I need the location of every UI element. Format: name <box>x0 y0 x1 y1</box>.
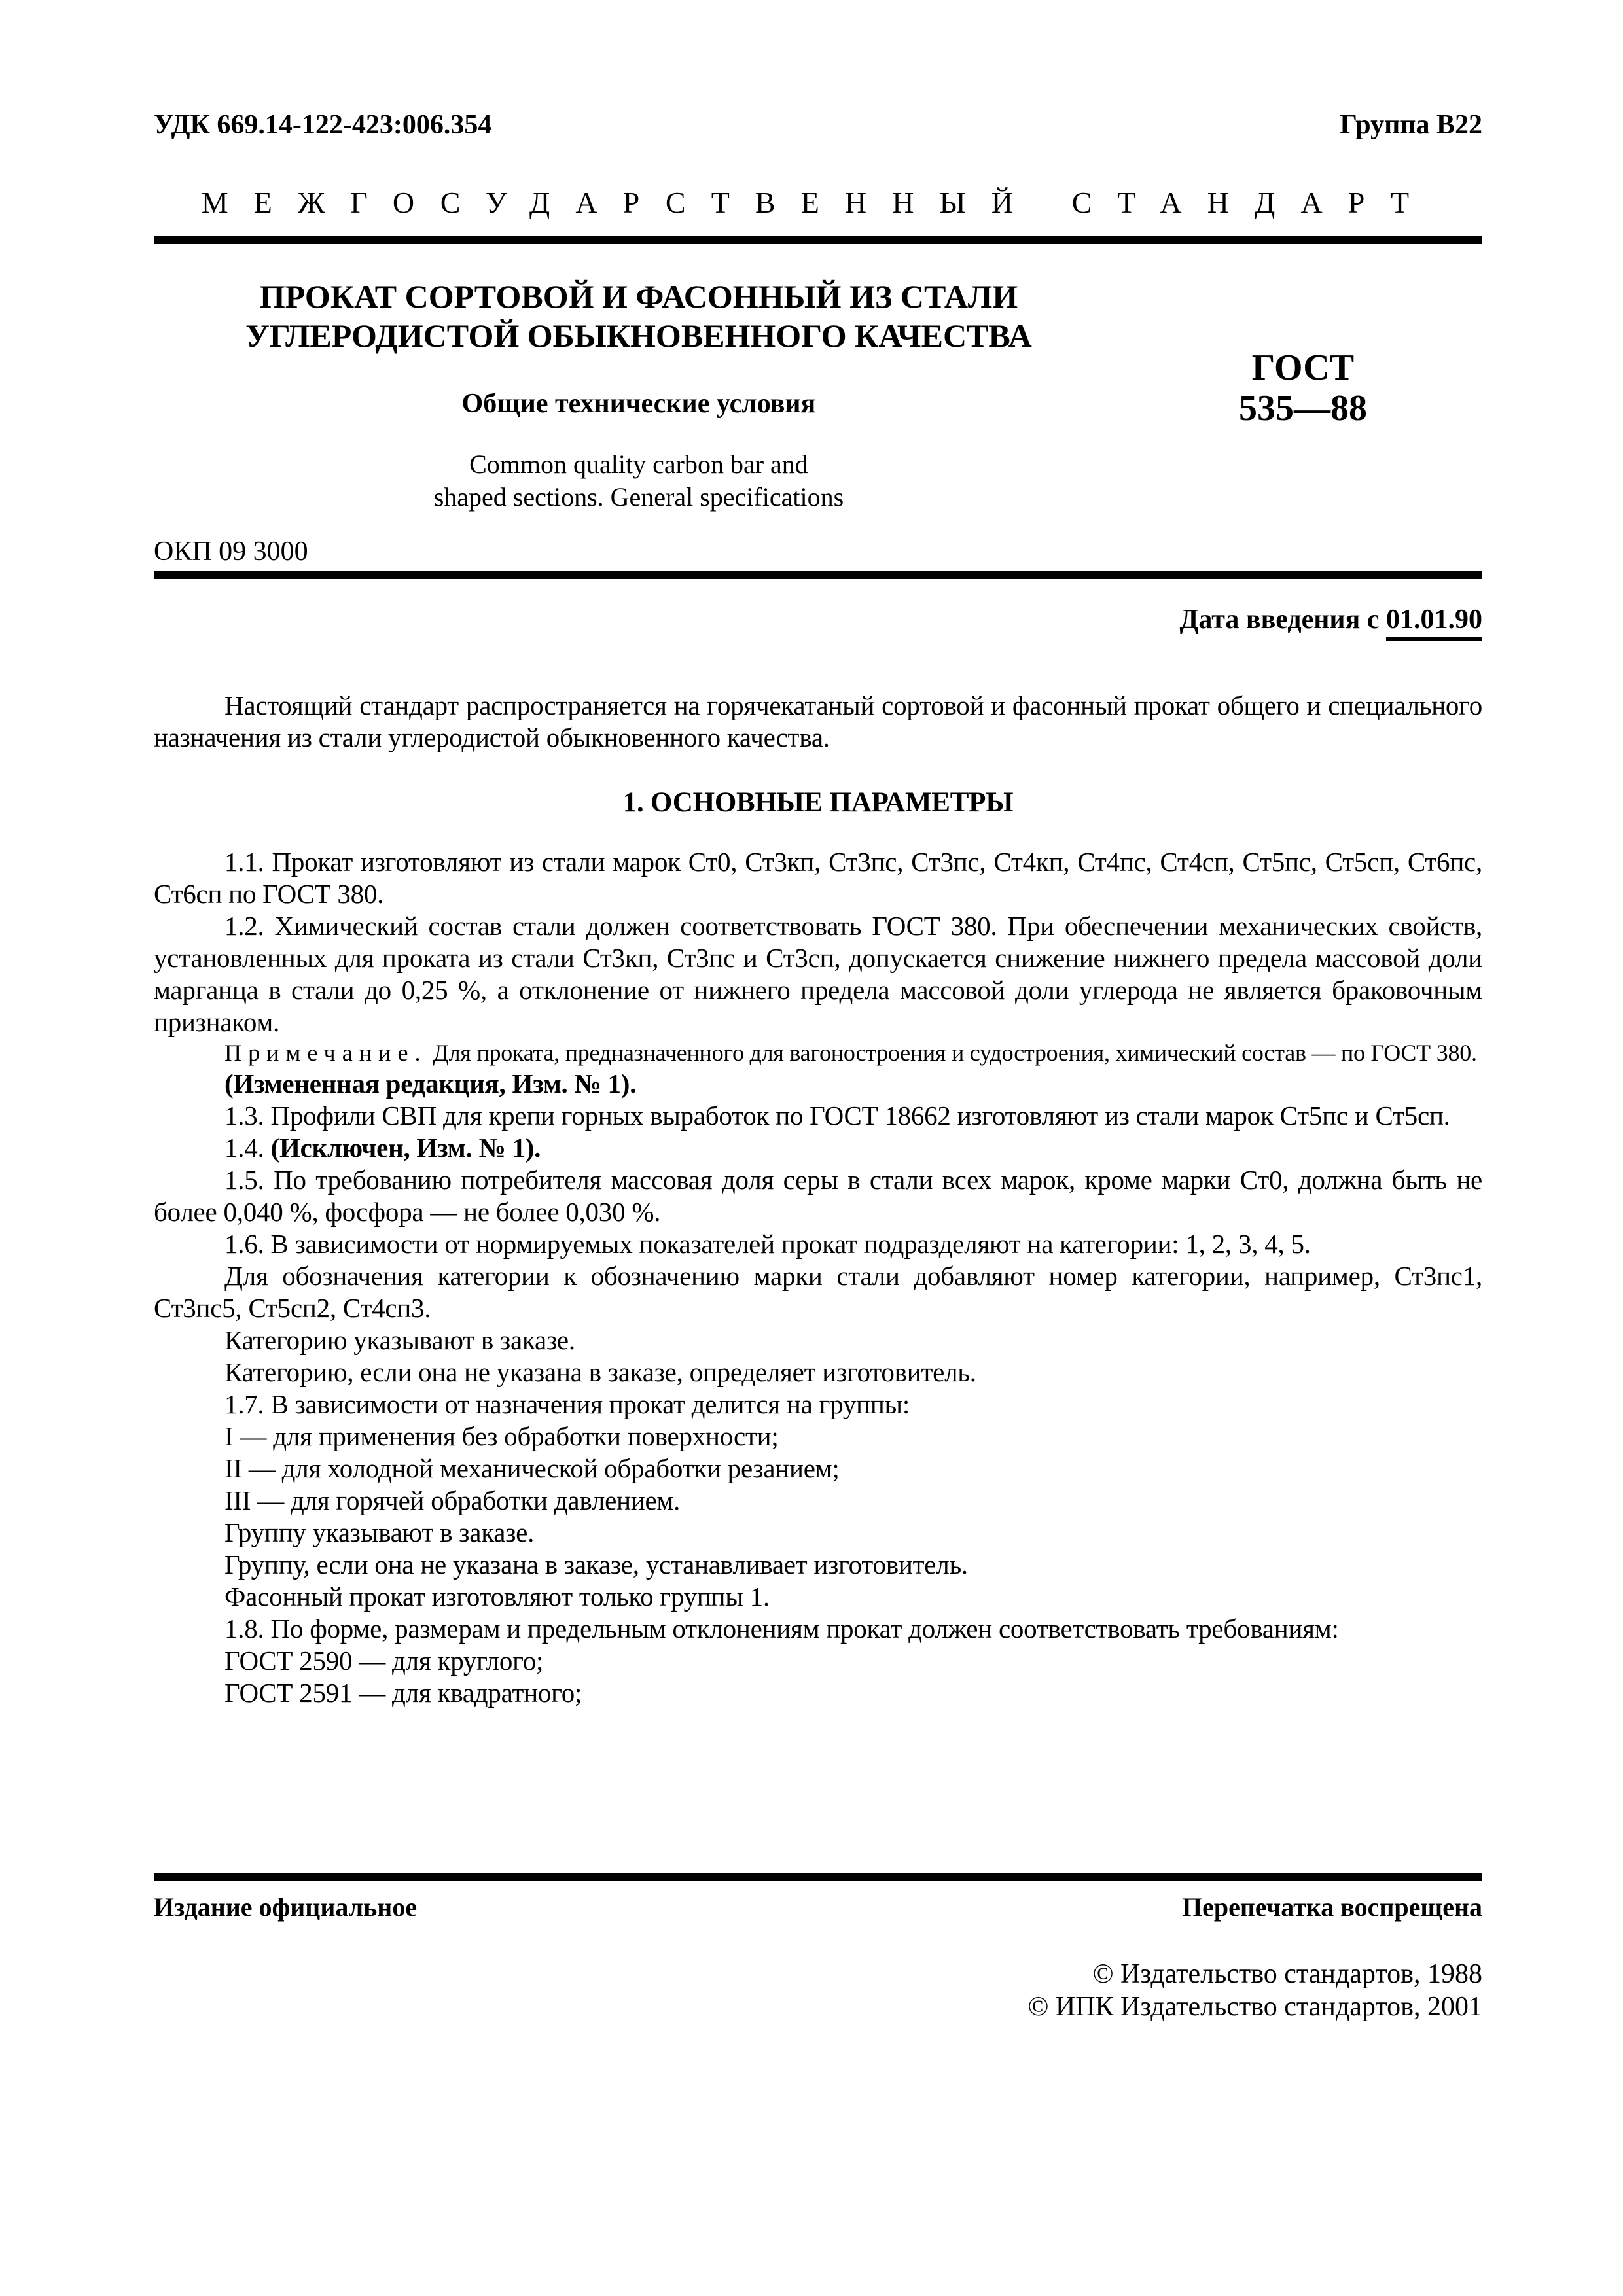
title-line-1: ПРОКАТ СОРТОВОЙ И ФАСОННЫЙ ИЗ СТАЛИ <box>259 278 1018 315</box>
paragraph <box>154 1356 1482 1388</box>
paragraph-segment: Группу указывают в заказе. <box>224 1517 535 1547</box>
paragraph <box>154 1517 1482 1549</box>
paragraph <box>154 1228 1482 1260</box>
paragraph <box>154 1549 1482 1581</box>
gost-number-line-1: ГОСТ <box>1251 347 1355 388</box>
paragraph-segment: 1.7. В зависимости от назначения прокат делится на группы: <box>224 1389 910 1419</box>
paragraph <box>154 1132 1482 1164</box>
paragraph-segment: 1.5. По требованию потребителя массовая доля серы в стали всех марок, кроме марки Ст0, должна быть не более 0,040 %, фосфора — не более 0,030 %. <box>154 1165 1482 1227</box>
paragraph <box>154 1613 1482 1645</box>
divider-rule-top <box>154 236 1482 244</box>
paragraph-segment: Категорию указывают в заказе. <box>224 1325 575 1355</box>
paragraph-segment: 1.2. Химический состав стали должен соответствовать ГОСТ 380. При обеспечении механических свойств, установленных для проката из стали Ст3кп, Ст3пс и Ст3сп, допускается снижение нижнего предела массовой доли марганца в стали до 0,25 %, а отклонение от нижнего предела массовой доли углерода не является браковочным признаком. <box>154 911 1482 1037</box>
section-paragraphs <box>154 846 1482 1709</box>
copyright-line: © Издательство стандартов, 1988 <box>1092 1959 1482 1989</box>
paragraph <box>154 1164 1482 1228</box>
udk-number: УДК 669.14-122-423:006.354 <box>154 110 492 140</box>
paragraph <box>154 846 1482 910</box>
paragraph <box>154 1388 1482 1421</box>
title-line-2: УГЛЕРОДИСТОЙ ОБЫКНОВЕННОГО КАЧЕСТВА <box>245 317 1032 354</box>
paragraph-segment: II — для холодной механической обработки резанием; <box>224 1453 840 1483</box>
paragraph-segment: Для обозначения категории к обозначению марки стали добавляют номер категории, например, Ст3пс1, Ст3пс5, Ст5сп2, Ст4сп3. <box>154 1261 1482 1323</box>
gost-number-line-2: 535—88 <box>1238 388 1367 429</box>
paragraph <box>154 910 1482 1038</box>
paragraph <box>154 1068 1482 1100</box>
paragraph <box>154 1645 1482 1677</box>
title-block <box>154 277 1124 514</box>
divider-rule-footer <box>154 1873 1482 1881</box>
footer-labels <box>154 1891 1482 1924</box>
group-code: Группа В22 <box>1340 110 1482 140</box>
section-heading: 1. ОСНОВНЫЕ ПАРАМЕТРЫ <box>622 787 1014 818</box>
paragraph <box>154 1453 1482 1485</box>
paragraph-segment: 1.4. <box>224 1133 271 1163</box>
paragraph <box>154 1581 1482 1613</box>
paragraph-segment: Группу, если она не указана в заказе, устанавливает изготовитель. <box>224 1549 968 1580</box>
effective-date-label: Дата введения с <box>1179 605 1386 635</box>
effective-date <box>154 603 1482 637</box>
divider-rule-middle <box>154 571 1482 579</box>
paragraph-segment: Примечание. <box>224 1040 427 1066</box>
effective-date-value: 01.01.90 <box>1386 605 1482 641</box>
subtitle-english-line-2: shaped sections. General specifications <box>433 482 844 512</box>
paragraph-segment: (Исключен, Изм. № 1). <box>270 1133 541 1163</box>
okp-code: ОКП 09 3000 <box>154 537 308 567</box>
document-body <box>154 690 1482 1709</box>
paragraph-segment: I — для применения без обработки поверхности; <box>224 1421 779 1451</box>
copyright-block <box>154 1958 1482 2023</box>
paragraph <box>154 1038 1482 1068</box>
paragraph <box>154 1485 1482 1517</box>
paragraph <box>154 1324 1482 1356</box>
subtitle-english-line-1: Common quality carbon bar and <box>469 450 808 479</box>
paragraph <box>154 1100 1482 1132</box>
footer-official-label: Издание официальное <box>154 1892 418 1922</box>
intro-paragraph: Настоящий стандарт распространяется на горячекатаный сортовой и фасонный прокат общего и специального назначения из стали углеродистой обыкновенного качества. <box>154 690 1482 752</box>
paragraph-segment: Фасонный прокат изготовляют только группы 1. <box>224 1581 770 1612</box>
subtitle-russian: Общие технические условия <box>461 389 816 419</box>
paragraph-segment: 1.1. Прокат изготовляют из стали марок Ст0, Ст3кп, Ст3пс, Ст3пс, Ст4кп, Ст4пс, Ст4сп, Ст5пс, Ст5сп, Ст6пс, Ст6сп по ГОСТ 380. <box>154 847 1482 909</box>
paragraph <box>154 1260 1482 1324</box>
document-title <box>154 277 1124 355</box>
paragraph-segment: III — для горячей обработки давлением. <box>224 1485 681 1515</box>
standard-type-banner: МЕЖГОСУДАРСТВЕННЫЙ СТАНДАРТ <box>201 186 1435 219</box>
paragraph-segment: (Измененная редакция, Изм. № 1). <box>224 1069 637 1099</box>
paragraph <box>154 1677 1482 1709</box>
paragraph-segment: Для проката, предназначенного для вагоностроения и судостроения, химический состав — по ГОСТ 380. <box>427 1040 1477 1066</box>
title-section <box>154 277 1482 514</box>
footer-reprint-label: Перепечатка воспрещена <box>1182 1892 1482 1922</box>
paragraph-segment: 1.3. Профили СВП для крепи горных выработок по ГОСТ 18662 изготовляют из стали марок Ст5пс и Ст5сп. <box>224 1101 1450 1131</box>
paragraph-segment: Категорию, если она не указана в заказе, определяет изготовитель. <box>224 1357 976 1387</box>
copyright-line: © ИПК Издательство стандартов, 2001 <box>1027 1992 1482 2022</box>
page-header <box>154 108 1482 142</box>
gost-number <box>1124 277 1482 514</box>
paragraph <box>154 1421 1482 1453</box>
paragraph-segment: 1.8. По форме, размерам и предельным отклонениям прокат должен соответствовать требованиям: <box>224 1614 1339 1644</box>
paragraph-segment: ГОСТ 2590 — для круглого; <box>224 1646 544 1676</box>
paragraph-segment: 1.6. В зависимости от нормируемых показателей прокат подразделяют на категории: 1, 2, 3, 4, 5. <box>224 1229 1311 1259</box>
subtitle-english <box>154 448 1124 514</box>
page-footer <box>154 1873 1482 2023</box>
paragraph-segment: ГОСТ 2591 — для квадратного; <box>224 1678 582 1708</box>
